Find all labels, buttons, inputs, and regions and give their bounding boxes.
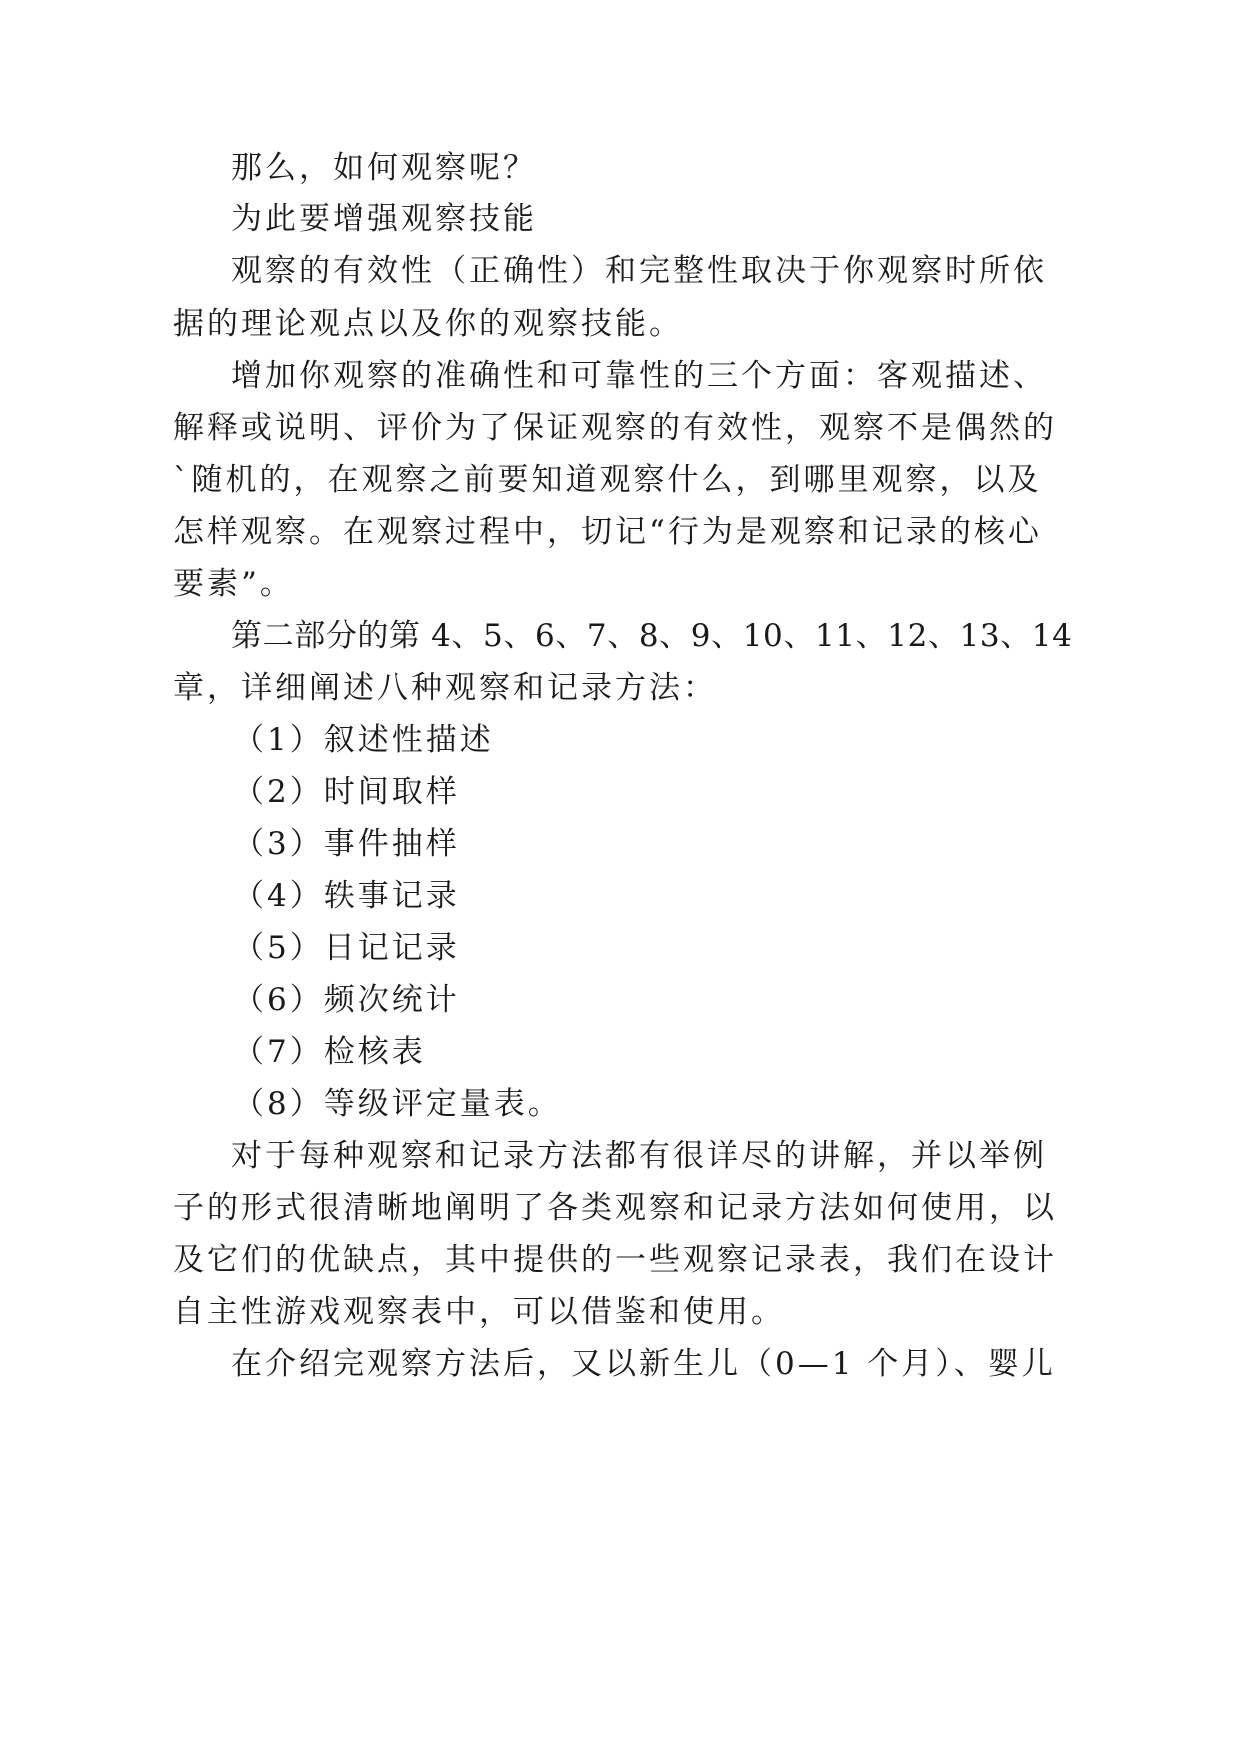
paragraph-line: 子的形式很清晰地阐明了各类观察和记录方法如何使用，以 xyxy=(173,1190,1057,1226)
paragraph-line: 那么，如何观察呢？ xyxy=(231,150,537,186)
method-list-item: （2）时间取样 xyxy=(233,774,460,810)
paragraph-line: 据的理论观点以及你的观察技能。 xyxy=(173,306,683,342)
paragraph-line: 要素”。 xyxy=(173,566,294,602)
method-list-item: （1）叙述性描述 xyxy=(233,722,494,758)
paragraph-line: 章，详细阐述八种观察和记录方法： xyxy=(173,670,717,706)
method-list-item: （8）等级评定量表。 xyxy=(233,1086,562,1122)
paragraph-line: 对于每种观察和记录方法都有很详尽的讲解，并以举例 xyxy=(231,1138,1047,1174)
method-list-item: （7）检核表 xyxy=(233,1034,426,1070)
method-list-item: （5）日记记录 xyxy=(233,930,460,966)
paragraph-line: 增加你观察的准确性和可靠性的三个方面：客观描述、 xyxy=(231,358,1047,394)
paragraph-line: 自主性游戏观察表中，可以借鉴和使用。 xyxy=(173,1294,785,1330)
paragraph-line: 观察的有效性（正确性）和完整性取决于你观察时所依 xyxy=(231,253,1047,289)
paragraph-line: 第二部分的第 4、5、6、7、8、9、10、11、12、13、14 xyxy=(231,618,1073,654)
paragraph-line: 为此要增强观察技能 xyxy=(231,201,537,237)
paragraph-line: 及它们的优缺点，其中提供的一些观察记录表，我们在设计 xyxy=(173,1242,1057,1278)
method-list-item: （4）轶事记录 xyxy=(233,878,460,914)
paragraph-line: 解释或说明、评价为了保证观察的有效性，观察不是偶然的 xyxy=(173,410,1057,446)
method-list-item: （6）频次统计 xyxy=(233,982,460,1018)
method-list-item: （3）事件抽样 xyxy=(233,826,460,862)
paragraph-line: 怎样观察。在观察过程中，切记“行为是观察和记录的核心 xyxy=(173,514,1042,550)
paragraph-line: `随机的，在观察之前要知道观察什么，到哪里观察，以及 xyxy=(173,462,1042,498)
paragraph-line: 在介绍完观察方法后，又以新生儿（0—1 个月）、婴儿 xyxy=(231,1346,1056,1382)
